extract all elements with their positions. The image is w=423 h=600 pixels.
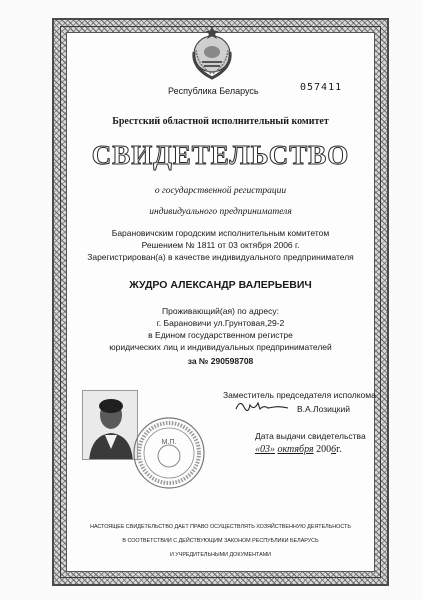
serial-number: 057411 bbox=[300, 82, 343, 93]
issue-year-prefix: 200 bbox=[316, 444, 332, 455]
subtitle-line-2: индивидуального предпринимателя bbox=[149, 207, 292, 217]
certificate-paper bbox=[66, 32, 375, 572]
issue-year-suffix: 6 bbox=[331, 444, 337, 455]
issue-day: «03» bbox=[255, 444, 275, 455]
holder-full-name: ЖУДРО АЛЕКСАНДР ВАЛЕРЬЕВИЧ bbox=[129, 279, 312, 291]
registry-line-1: в Едином государственном регистре bbox=[148, 330, 293, 340]
address-value: г. Барановичи ул.Грунтовая,29-2 bbox=[156, 318, 285, 328]
footer-line-1: НАСТОЯЩЕЕ СВИДЕТЕЛЬСТВО ДАЕТ ПРАВО ОСУЩЕСТВЛЯТЬ ХОЗЯЙСТВЕННУЮ ДЕЯТЕЛЬНОСТЬ bbox=[90, 524, 351, 530]
holder-photo bbox=[82, 390, 138, 460]
document-title: СВИДЕТЕЛЬСТВО bbox=[91, 140, 350, 170]
signatory-name: В.А.Лозицкий bbox=[297, 404, 351, 414]
registering-authority: Барановичским городским исполнительным комитетом bbox=[111, 228, 330, 238]
address-label: Проживающий(ая) по адресу: bbox=[162, 306, 279, 316]
issue-year-unit: г. bbox=[336, 444, 342, 455]
footer-line-2: В СООТВЕТСТВИИ С ДЕЙСТВУЮЩИМ ЗАКОНОМ РЕСПУБЛИКИ БЕЛАРУСЬ bbox=[122, 538, 319, 544]
republic-label: Республика Беларусь bbox=[168, 86, 259, 96]
portrait-image bbox=[83, 391, 138, 460]
registry-line-2: юридических лиц и индивидуальных предпринимателей bbox=[109, 342, 332, 352]
issuing-authority: Брестский областной исполнительный комитет bbox=[112, 116, 329, 127]
registry-number: за № 290598708 bbox=[187, 356, 254, 366]
issue-date bbox=[255, 444, 342, 455]
footer-line-3: И УЧРЕДИТЕЛЬНЫМИ ДОКУМЕНТАМИ bbox=[169, 552, 272, 558]
official-seal-icon bbox=[132, 416, 206, 490]
seal-center-text: М.П. bbox=[161, 439, 177, 446]
handwritten-signature bbox=[234, 397, 290, 415]
subtitle-line-1: о государственной регистрации bbox=[154, 186, 287, 196]
registration-status: Зарегистрирован(а) в качестве индивидуального предпринимателя bbox=[87, 252, 354, 262]
decision-reference: Решением № 1811 от 03 октября 2006 г. bbox=[141, 240, 300, 250]
issue-date-label: Дата выдачи свидетельства bbox=[255, 431, 366, 441]
signatory-position: Заместитель председателя исполкома bbox=[223, 390, 376, 400]
belarus-emblem-icon bbox=[186, 22, 238, 82]
issue-month: октября bbox=[277, 444, 314, 455]
